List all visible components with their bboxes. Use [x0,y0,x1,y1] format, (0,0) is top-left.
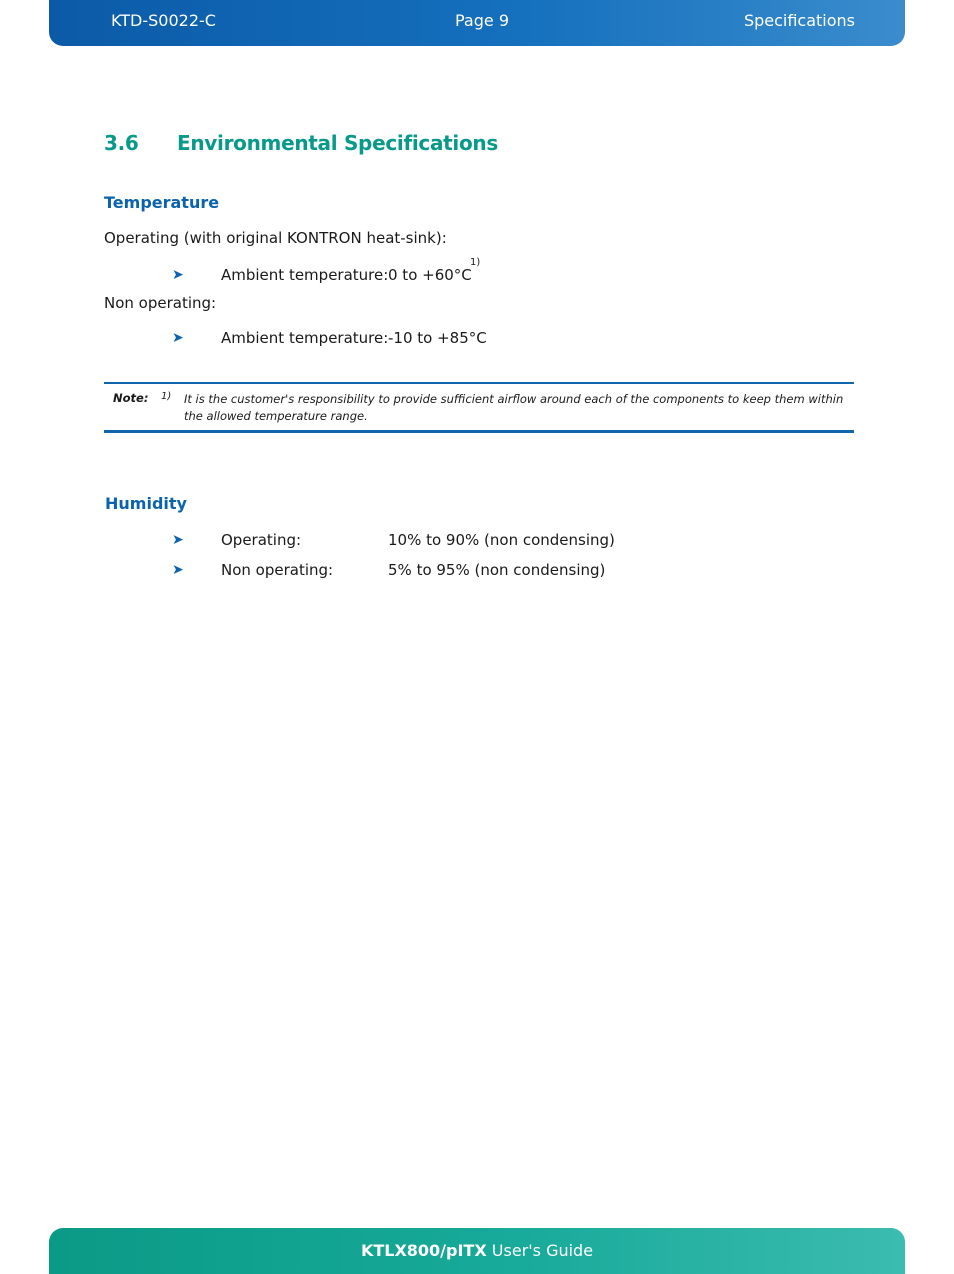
bullet-label: Ambient temperature: [221,329,389,347]
note-text: It is the customer's responsibility to provide sufficient airflow around each of the components to keep them within the allowed temperature range. [184,392,844,423]
bullet-value: 5% to 95% (non condensing) [388,561,606,579]
arrow-bullet-icon: ➤ [172,330,184,346]
header-page-number: Page 9 [455,11,509,30]
section-number: 3.6 [104,131,139,155]
non-operating-intro: Non operating: [104,294,217,312]
header-section-name: Specifications [743,11,855,30]
arrow-bullet-icon: ➤ [172,532,184,548]
note-number: 1) [161,391,172,402]
bullet-label: Operating: [221,531,302,549]
bullet-label: Non operating: [221,561,334,579]
arrow-bullet-icon: ➤ [172,267,184,283]
note-box [104,382,854,433]
footer-product-name: KTLX800/pITX [360,1241,487,1260]
page-footer [49,1228,905,1274]
bullet-label: Ambient temperature: [221,266,389,284]
arrow-bullet-icon: ➤ [172,562,184,578]
note-label: Note: [113,391,149,405]
operating-intro: Operating (with original KONTRON heat-sink): [104,229,447,247]
bullet-value: -10 to +85°C [388,329,487,347]
footnote-reference: 1) [470,257,481,268]
footer-guide-suffix: User's Guide [486,1241,594,1260]
header-doc-id: KTD-S0022-C [111,11,216,30]
bullet-value: 10% to 90% (non condensing) [388,531,615,549]
page-header [49,0,905,46]
section-title-text: Environmental Specifications [177,131,498,155]
humidity-heading: Humidity [105,494,187,513]
bullet-value: 0 to +60°C [388,266,472,284]
section-title [104,131,498,155]
temperature-heading: Temperature [104,193,220,212]
